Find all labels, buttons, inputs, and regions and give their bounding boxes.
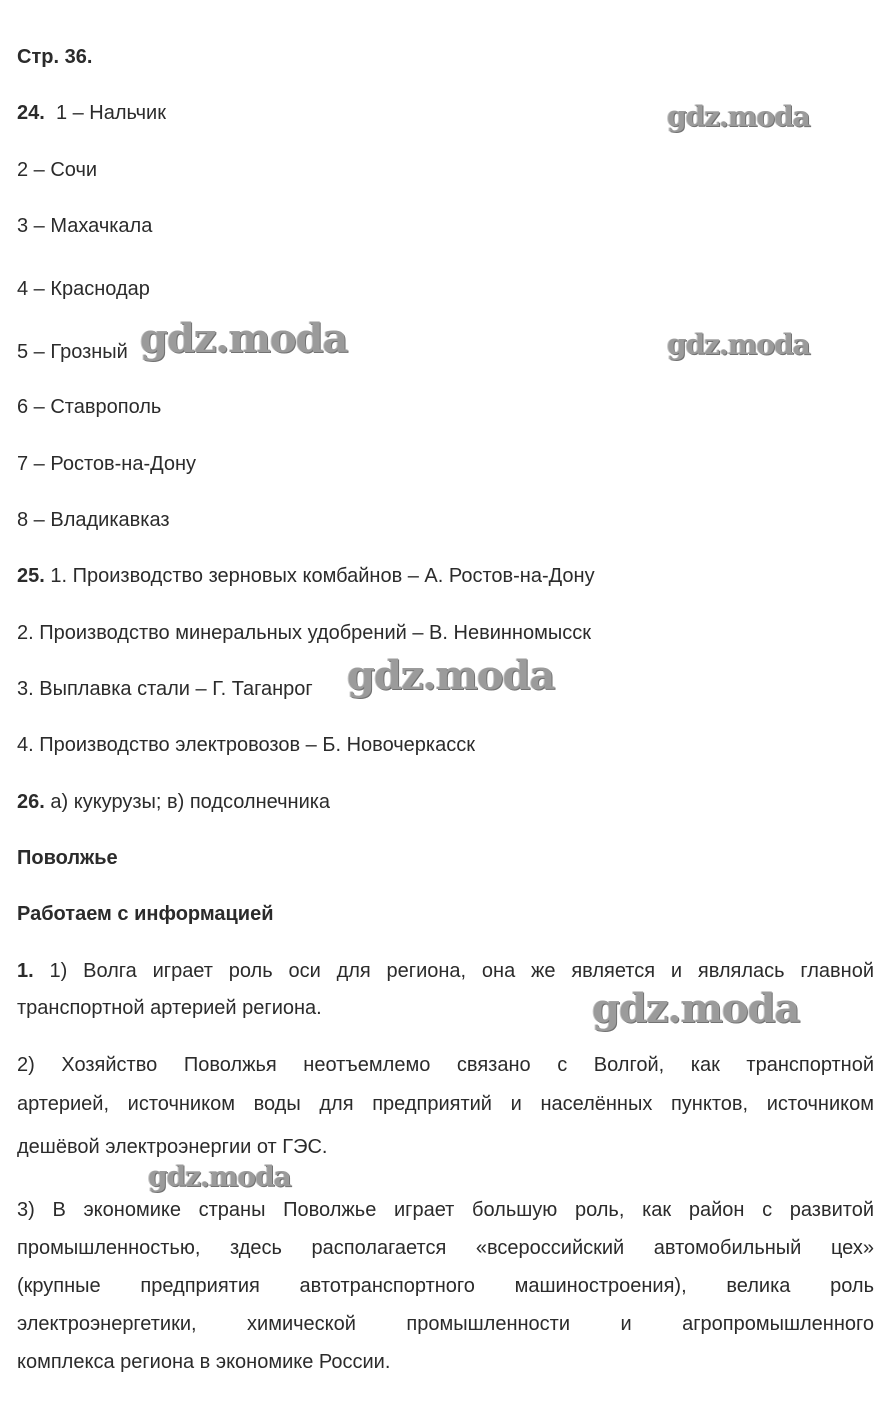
- task24-item-4: 4 – Краснодар: [17, 278, 150, 300]
- task24-item-1: 1 – Нальчик: [55, 102, 166, 124]
- task24-number: 24.: [17, 102, 45, 124]
- watermark-6: gdz.moda: [148, 1160, 291, 1193]
- watermark-1: gdz.moda: [667, 100, 810, 133]
- task26-text: а) кукурузы; в) подсолнечника: [50, 791, 331, 813]
- task1-para2-line-2: артерией, источником воды для предприятий и населённых пунктов, источником: [17, 1093, 874, 1115]
- task24-item-5: 5 – Грозный: [17, 341, 128, 363]
- task25-item-4: 4. Производство электровозов – Б. Новочеркасск: [17, 734, 475, 756]
- task1-number: 1.: [17, 960, 34, 982]
- task1-para2-line-3: дешёвой электроэнергии от ГЭС.: [17, 1136, 328, 1158]
- task25-item-2: 2. Производство минеральных удобрений – В. Невинномысск: [17, 622, 591, 644]
- watermark-5: gdz.moda: [592, 985, 800, 1032]
- task1-para3-line-1: 3) В экономике страны Поволжье играет большую роль, как район с развитой: [17, 1199, 874, 1221]
- task1-para3-line-2: промышленностью, здесь располагается «всероссийский автомобильный цех»: [17, 1237, 874, 1259]
- task24-item-7: 7 – Ростов-на-Дону: [17, 453, 197, 475]
- task1-para1-line-1: 1. 1) Волга играет роль оси для региона, она же является и являлась главной: [17, 960, 874, 982]
- watermark-4: gdz.moda: [347, 652, 555, 699]
- task24-line-1: [17, 101, 166, 125]
- task25-item-3: 3. Выплавка стали – Г. Таганрог: [17, 678, 313, 700]
- watermark-3: gdz.moda: [667, 328, 810, 361]
- task1-para3-line-5: комплекса региона в экономике России.: [17, 1351, 391, 1373]
- task24-item-6: 6 – Ставрополь: [17, 396, 162, 418]
- page-header: Стр. 36.: [17, 46, 93, 68]
- task1-para1-line-2: транспортной артерией региона.: [17, 997, 322, 1019]
- task25-line-1: [17, 564, 595, 588]
- task1-para3-line-3: (крупные предприятия автотранспортного машиностроения), велика роль: [17, 1275, 874, 1297]
- task24-item-3: 3 – Махачкала: [17, 215, 153, 237]
- task26-number: 26.: [17, 791, 45, 813]
- task25-item-1: 1. Производство зерновых комбайнов – А. Ростов-на-Дону: [50, 565, 595, 587]
- task25-number: 25.: [17, 565, 45, 587]
- task24-item-2: 2 – Сочи: [17, 159, 98, 181]
- watermark-2: gdz.moda: [140, 315, 348, 362]
- task26-line: [17, 790, 330, 814]
- subsection-title: Работаем с информацией: [17, 903, 274, 925]
- task1-para3-line-4: электроэнергетики, химической промышленности и агропромышленного: [17, 1313, 874, 1335]
- task24-item-8: 8 – Владикавказ: [17, 509, 170, 531]
- section-title: Поволжье: [17, 847, 118, 869]
- task1-para2-line-1: 2) Хозяйство Поволжья неотъемлемо связано с Волгой, как транспортной: [17, 1054, 874, 1076]
